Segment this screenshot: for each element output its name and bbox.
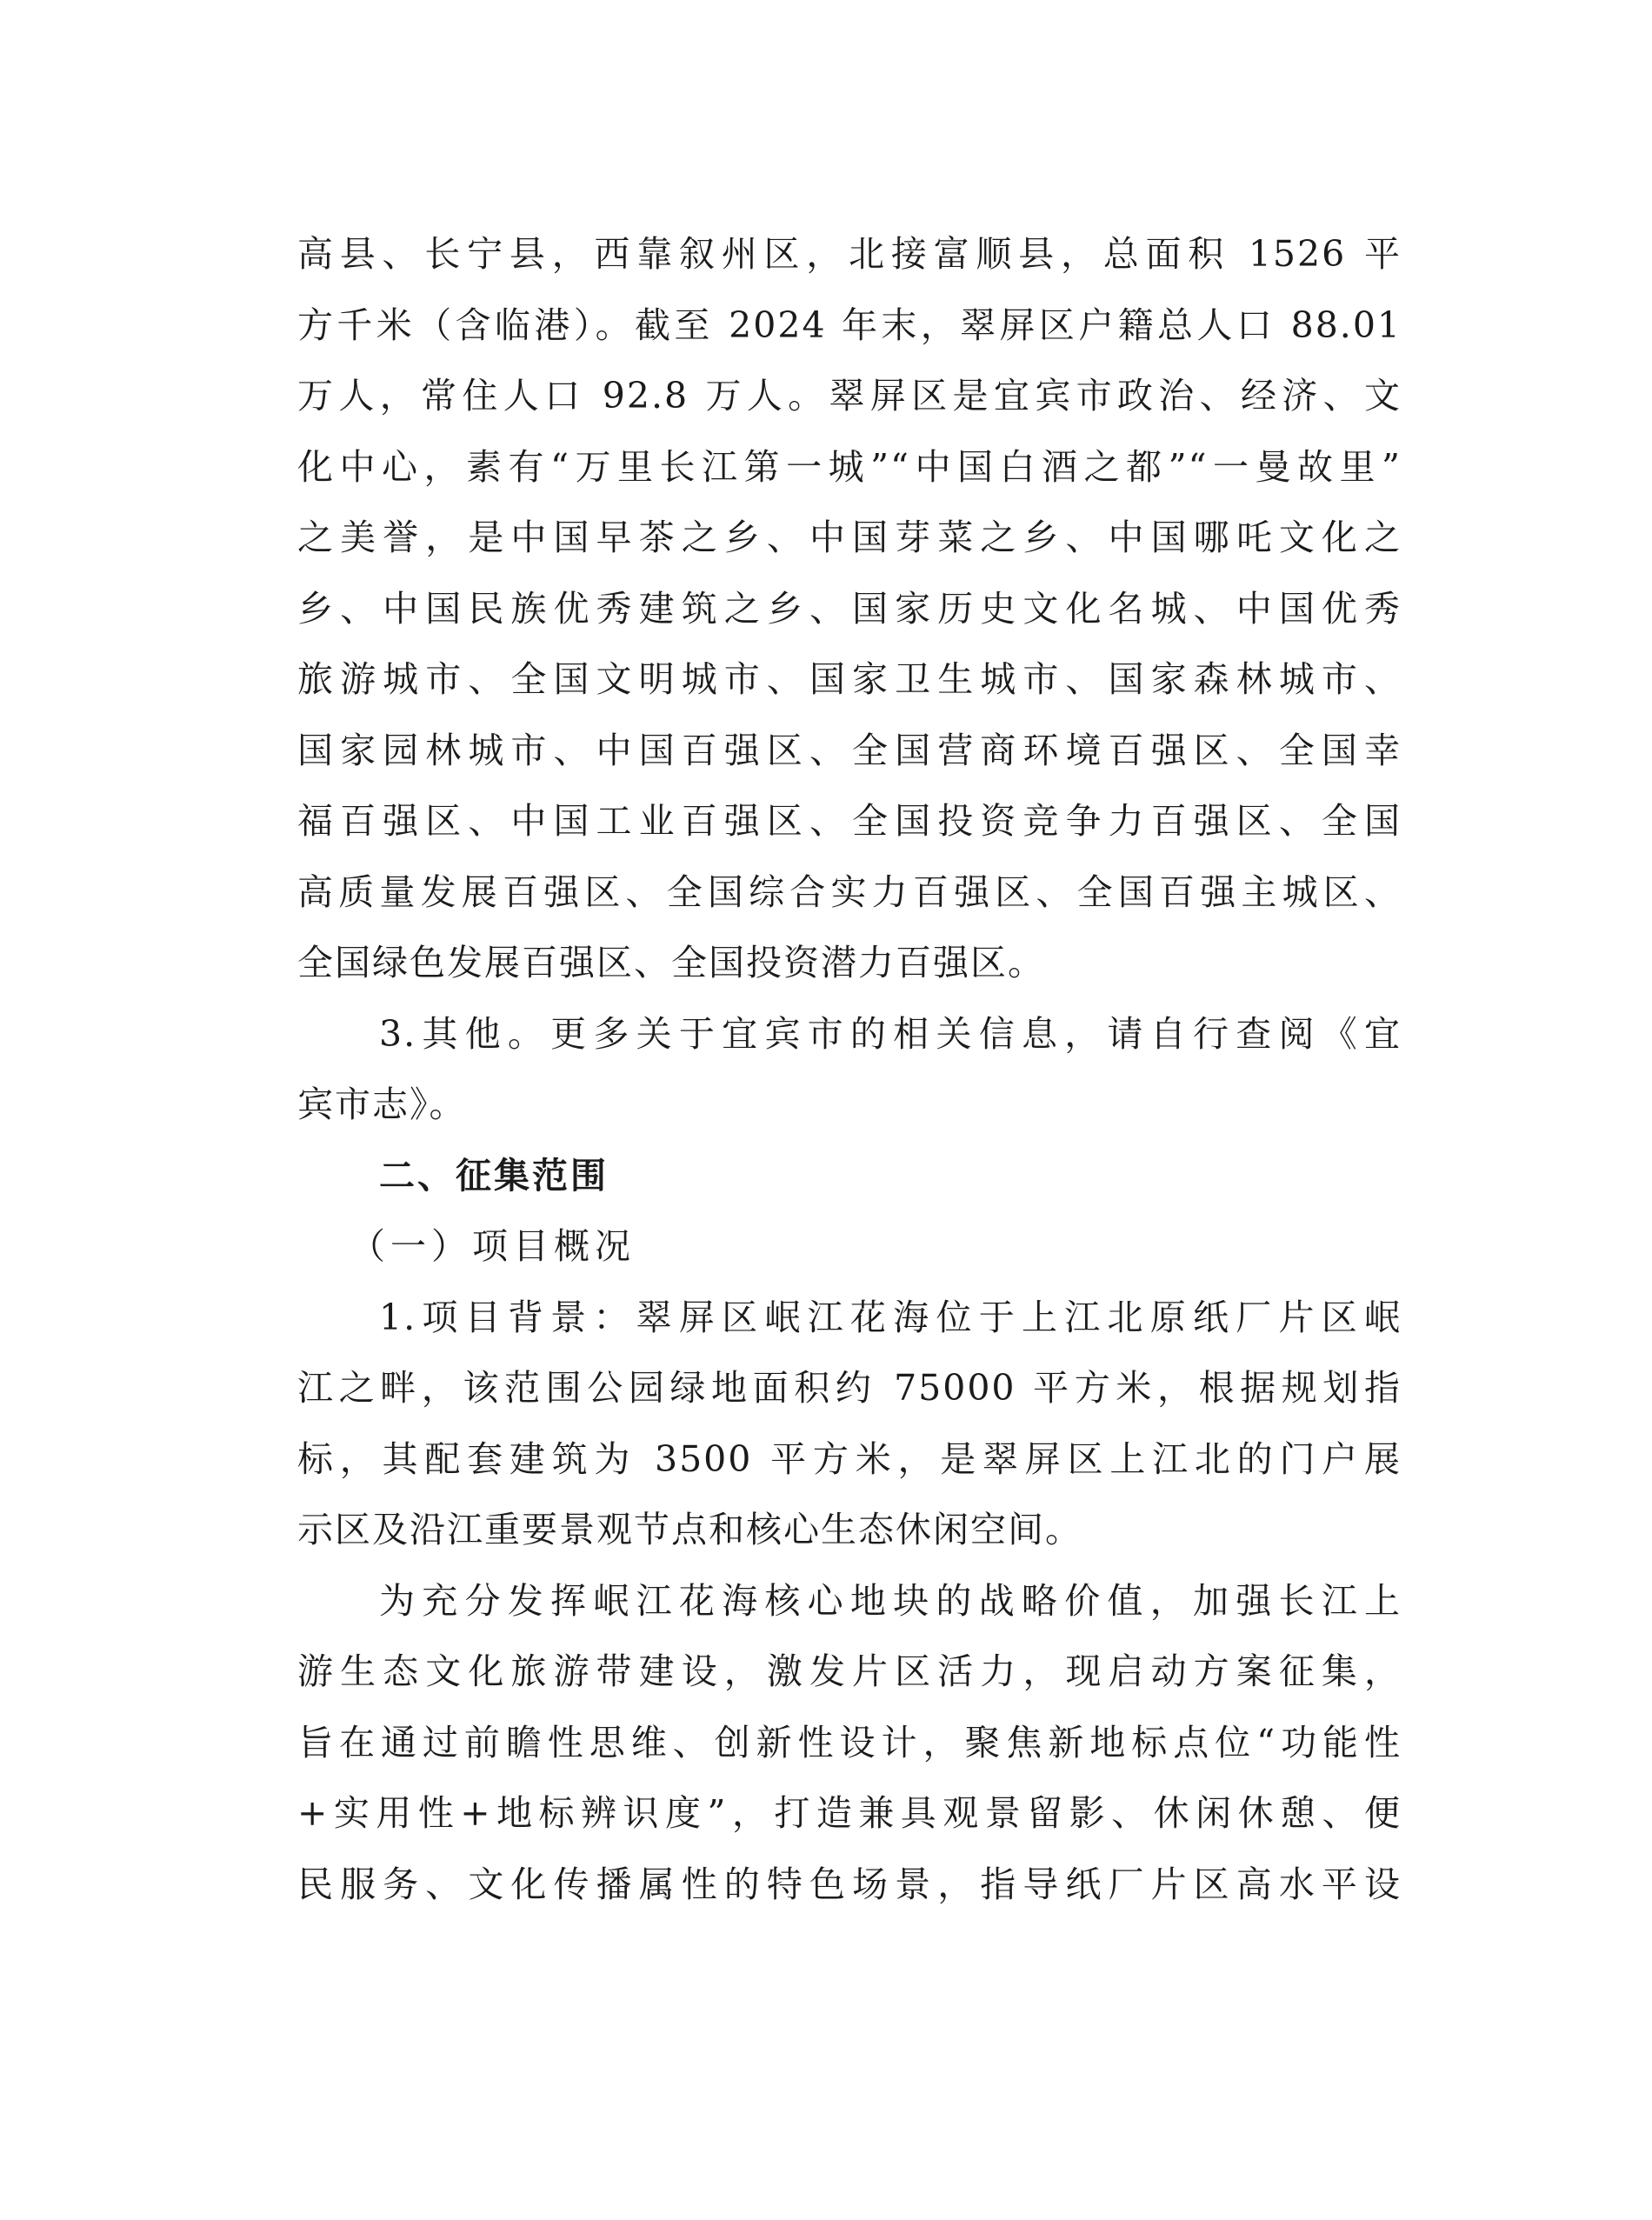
purpose-paragraph-line: 旨在通过前瞻性思维、创新性设计，聚焦新地标点位“功能性 [297, 1721, 1402, 1763]
document-body [297, 219, 1402, 1920]
body-line: 方千米（含临港）。截至 2024 年末，翠屏区户籍总人口 88.01 [297, 303, 1402, 346]
purpose-paragraph-line: 民服务、文化传播属性的特色场景，指导纸厂片区高水平设 [297, 1863, 1402, 1905]
paragraph-other-line: 宾市志》。 [297, 1083, 467, 1125]
body-line: 福百强区、中国工业百强区、全国投资竞争力百强区、全国 [297, 800, 1402, 842]
project-background-line: 1.项目背景：翠屏区岷江花海位于上江北原纸厂片区岷 [379, 1296, 1402, 1338]
body-line: 万人，常住人口 92.8 万人。翠屏区是宜宾市政治、经济、文 [297, 375, 1402, 417]
body-line: 高质量发展百强区、全国综合实力百强区、全国百强主城区、 [297, 870, 1402, 913]
subsection-heading: （一）项目概况 [350, 1225, 636, 1267]
body-line: 高县、长宁县，西靠叙州区，北接富顺县，总面积 1526 平 [297, 233, 1402, 275]
section-heading: 二、征集范围 [379, 1154, 609, 1197]
purpose-paragraph-line: +实用性+地标辨识度”，打造兼具观景留影、休闲休憩、便 [297, 1792, 1402, 1834]
body-line: 国家园林城市、中国百强区、全国营商环境百强区、全国幸 [297, 729, 1402, 771]
paragraph-other-line: 3.其他。更多关于宜宾市的相关信息，请自行查阅《宜 [379, 1012, 1402, 1055]
project-background-line: 示区及沿江重要景观节点和核心生态休闲空间。 [297, 1509, 1082, 1550]
purpose-paragraph-line: 游生态文化旅游带建设，激发片区活力，现启动方案征集， [297, 1650, 1402, 1692]
body-line: 化中心，素有“万里长江第一城”“中国白酒之都”“一曼故里” [297, 445, 1402, 488]
project-background-line: 标，其配套建筑为 3500 平方米，是翠屏区上江北的门户展 [297, 1437, 1402, 1480]
project-background-line: 江之畔，该范围公园绿地面积约 75000 平方米，根据规划指 [297, 1367, 1402, 1409]
body-line: 之美誉，是中国早茶之乡、中国芽菜之乡、中国哪吒文化之 [297, 517, 1402, 558]
purpose-paragraph-line: 为充分发挥岷江花海核心地块的战略价值，加强长江上 [379, 1579, 1402, 1622]
body-line: 乡、中国民族优秀建筑之乡、国家历史文化名城、中国优秀 [297, 587, 1402, 630]
body-line: 全国绿色发展百强区、全国投资潜力百强区。 [297, 942, 1045, 983]
body-line: 旅游城市、全国文明城市、国家卫生城市、国家森林城市、 [297, 658, 1402, 700]
